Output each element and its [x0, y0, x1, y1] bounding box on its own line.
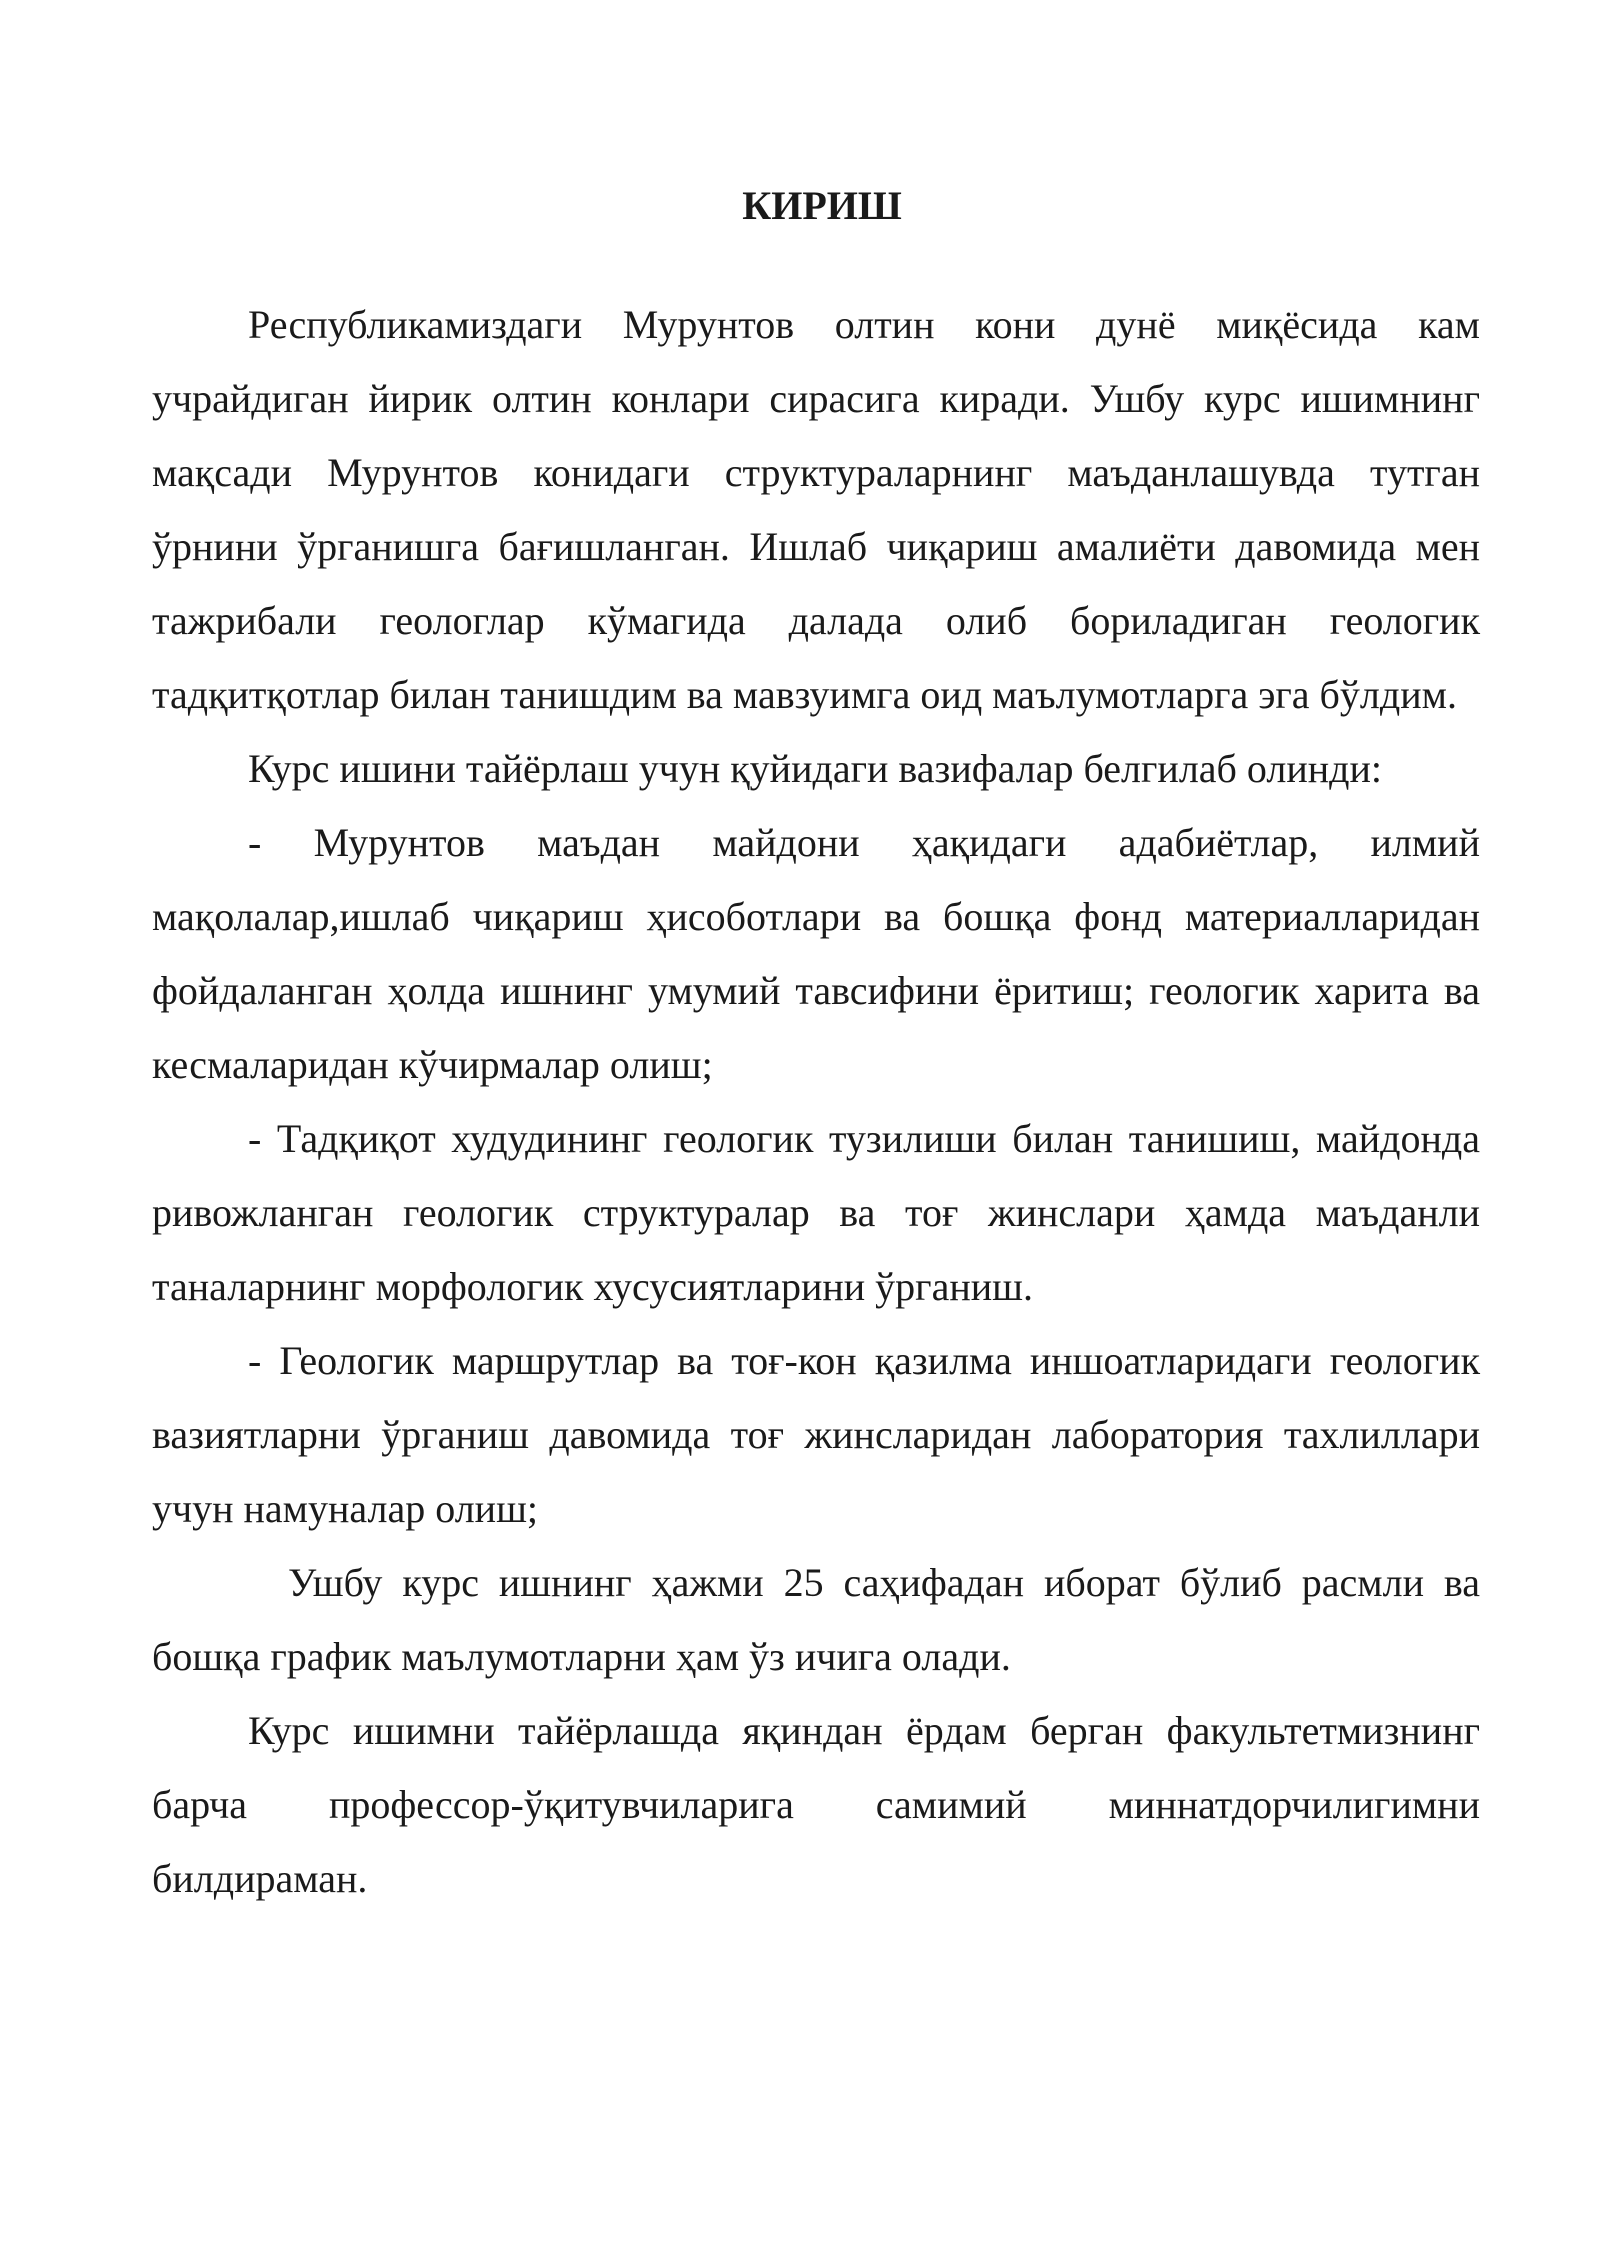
- paragraph-task-sampling: - Геологик маршрутлар ва тоғ-кон қазилма иншоатларидаги геологик вазиятларни ўрганиш давомида тоғ жинсларидан лаборатория тахлиллари учун намуналар олиш;: [152, 1338, 1480, 1531]
- paragraph-task-geology: - Тадқиқот худудининг геологик тузилиши билан танишиш, майдонда ривожланган геологик структуралар ва тоғ жинслари ҳамда маъданли таналарнинг морфологик хусусиятларини ўрганиш.: [152, 1116, 1480, 1309]
- page-title: КИРИШ: [742, 183, 902, 228]
- paragraph-task-literature: - Мурунтов маъдан майдони ҳақидаги адабиётлар, илмий мақолалар,ишлаб чиқариш ҳисоботлари ва бошқа фонд материалларидан фойдаланган ҳолда ишнинг умумий тавсифини ёритиш; геологик харита ва кесмаларидан кўчирмалар олиш;: [152, 820, 1480, 1087]
- paragraph-intro: Республикамиздаги Мурунтов олтин кони дунё миқёсида кам учрайдиган йирик олтин конлари сирасига киради. Ушбу курс ишимнинг мақсади Мурунтов конидаги структураларнинг маъданлашувда тутган ўрнини ўрганишга бағишланган. Ишлаб чиқариш амалиёти давомида мен тажрибали геологлар кўмагида далада олиб бориладиган геологик тадқитқотлар билан танишдим ва мавзуимга оид маълумотларга эга бўлдим.: [152, 302, 1480, 717]
- paragraph-volume: Ушбу курс ишнинг ҳажми 25 саҳифадан иборат бўлиб расмли ва бошқа график маълумотларни ҳам ўз ичига олади.: [152, 1560, 1480, 1679]
- document-body: [152, 176, 1480, 1916]
- paragraph-tasks-lead: Курс ишини тайёрлаш учун қуйидаги вазифалар белгилаб олинди:: [248, 746, 1383, 791]
- paragraph-acknowledgement: Курс ишимни тайёрлашда яқиндан ёрдам берган факультетмизнинг барча профессор-ўқитувчиларига самимий миннатдорчилигимни билдираман.: [152, 1708, 1480, 1901]
